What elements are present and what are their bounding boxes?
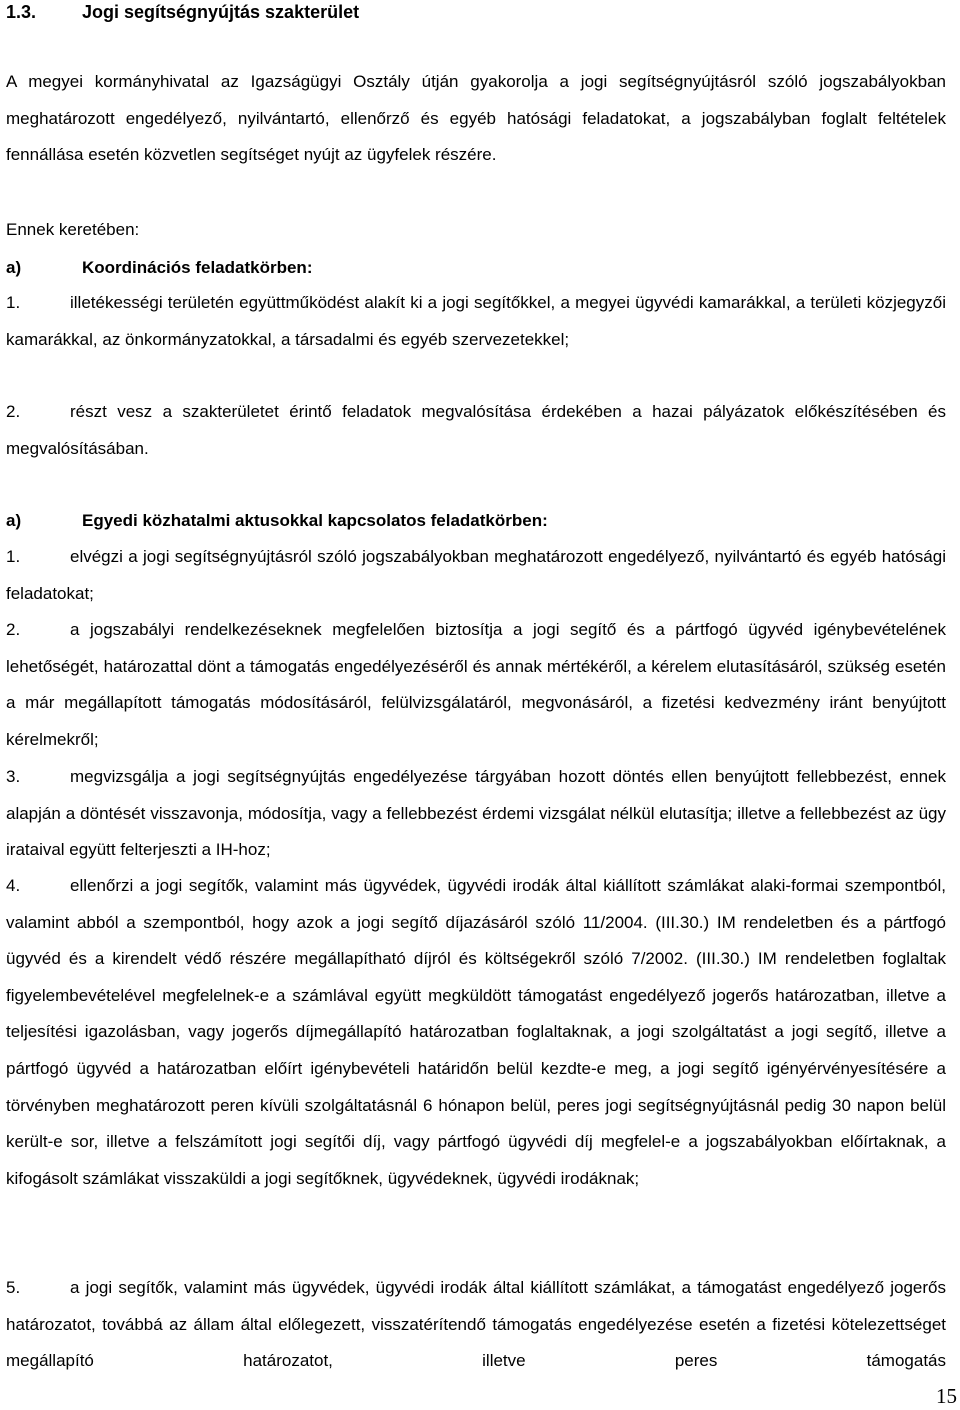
section-heading (6, 0, 359, 24)
group2-marker: a) (6, 511, 22, 530)
item-number: 3. (6, 767, 21, 786)
item-number: 1. (6, 293, 21, 312)
item-number: 5. (6, 1278, 21, 1297)
group1-heading (6, 250, 946, 287)
item-text: megvizsgálja a jogi segítségnyújtás engedélyezése tárgyában hozott döntés ellen benyújtott fellebbezést, ennek alapján a döntését visszavonja, módosítja, vagy a fellebbezést érdemi vizsgálat nélkül elutasítja; illetve a fellebbezést az ügy irataival együtt felterjeszti a IH-hoz; (6, 767, 946, 860)
item-number: 2. (6, 402, 21, 421)
item-number: 2. (6, 620, 21, 639)
ennek-label: Ennek keretében: (6, 220, 140, 239)
item-text: részt vesz a szakterületet érintő feladatok megvalósítása érdekében a hazai pályázatok előkészítésében és megvalósításában. (6, 402, 946, 458)
page-number: 15 (936, 1384, 957, 1408)
item-number: 4. (6, 876, 21, 895)
intro-paragraph: A megyei kormányhivatal az Igazságügyi Osztály útján gyakorolja a jogi segítségnyújtásról szóló jogszabályokban meghatározott engedélyező, nyilvántartó, ellenőrző és egyéb hatósági feladatokat, a jogszabályban foglalt feltételek fennállása esetén közvetlen segítséget nyújt az ügyfelek részére. (6, 72, 946, 165)
group1-title: Koordinációs feladatkörben: (82, 258, 313, 277)
item-text: a jogszabályi rendelkezéseknek megfelelően biztosítja a jogi segítő és a pártfogó ügyvéd igénybevételének lehetőségét, határozattal dönt a támogatás engedélyezéséről és annak mértékéről, a kérelem elutasításáról, szükség esetén a már megállapított támogatás módosításáról, felülvizsgálatáról, megvonásáról, a fizetési kedvezmény iránt benyújtott kérelmekről; (6, 620, 946, 749)
group2-item-1 (6, 539, 946, 612)
item-text: elvégzi a jogi segítségnyújtásról szóló jogszabályokban meghatározott engedélyező, nyilvántartó és egyéb hatósági feladatokat; (6, 547, 946, 603)
item-text: a jogi segítők, valamint más ügyvédek, ügyvédi irodák által kiállított számlákat, a támogatást engedélyező jogerős határozatot, továbbá az állam által előlegezett, visszatérítendő támogatás engedélyezése esetén a fizetési kötelezettséget megállapító határozatot, illetve peres támogatás (6, 1278, 946, 1371)
section-number: 1.3. (6, 2, 37, 22)
item-number: 1. (6, 547, 21, 566)
group1-item-2 (6, 394, 946, 467)
item-text: illetékességi területén együttműködést alakít ki a jogi segítőkkel, a megyei ügyvédi kamarákkal, a területi közjegyzői kamarákkal, az önkormányzatokkal, a társadalmi és egyéb szervezetekkel; (6, 293, 946, 349)
group2-item-3 (6, 759, 946, 869)
group2-item-4 (6, 868, 946, 1197)
group1-item-1 (6, 285, 946, 358)
group1-marker: a) (6, 258, 22, 277)
group2-item-5 (6, 1270, 946, 1380)
group2-heading (6, 503, 946, 540)
group2-item-2 (6, 612, 946, 758)
section-title: Jogi segítségnyújtás szakterület (82, 2, 360, 22)
group2-title: Egyedi közhatalmi aktusokkal kapcsolatos feladatkörben: (82, 511, 548, 530)
item-text: ellenőrzi a jogi segítők, valamint más ügyvédek, ügyvédi irodák által kiállított számlákat alaki-formai szempontból, valamint abból a szempontból, hogy azok a jogi segítő díjazásáról szóló 11/2004. (III.30.) IM rendeletben és a pártfogó ügyvéd és a kirendelt védő részére megállapítható díjról és költségekről szóló 7/2002. (III.30.) IM rendeletben foglaltak figyelembevételével megfelelnek-e a számlával együtt megküldött támogatást engedélyező jogerős határozatban, illetve a teljesítési igazolásban, vagy jogerős díjmegállapító határozatban foglaltaknak, a jogi szolgáltatást a jogi segítő, illetve a pártfogó ügyvéd a határozatban előírt igénybevételi határidőn belül kezdte-e meg, a jogi segítő igényérvényesítésére a törvényben meghatározott peren kívüli szolgáltatásnál 6 hónapon belül, peres jogi segítségnyújtásnál pedig 30 napon belül került-e sor, illetve a felszámított jogi segítői díj, vagy pártfogó ügyvédi díj megfelel-e a jogszabályokban előírtaknak, a kifogásolt számlákat visszaküldi a jogi segítőknek, ügyvédeknek, ügyvédi irodáknak; (6, 876, 946, 1188)
